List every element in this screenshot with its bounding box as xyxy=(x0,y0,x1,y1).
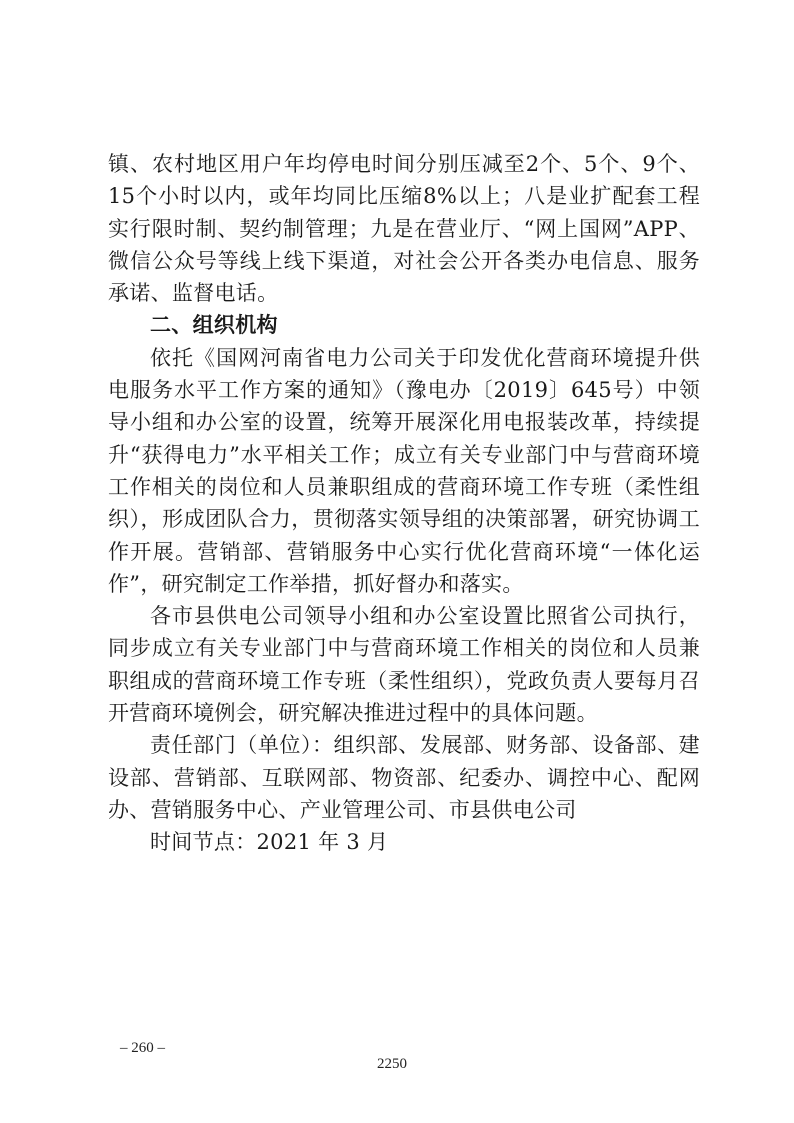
paragraph-organization: 依托《国网河南省电力公司关于印发优化营商环境提升供电服务水平工作方案的通知》（豫电办〔2019〕645号）中领导小组和办公室的设置，统筹开展深化用电报装改革，持续提升“获得电力”水平相关工作；成立有关专业部门中与营商环境工作相关的岗位和人员兼职组成的营商环境工作专班（柔性组织），形成团队合力，贯彻落实领导组的决策部署，研究协调工作开展。营销部、营销服务中心实行优化营商环境“一体化运作”，研究制定工作举措，抓好督办和落实。 xyxy=(108,345,700,596)
paragraph-continuation: 镇、农村地区用户年均停电时间分别压减至2个、5个、9个、15个小时以内，或年均同比压缩8%以上；八是业扩配套工程实行限时制、契约制管理；九是在营业厅、“网上国网”APP、微信公众号等线上线下渠道，对社会公开各类办电信息、服务承诺、监督电话。 xyxy=(108,152,700,306)
paragraph-time-node: 时间节点：2021 年 3 月 xyxy=(150,830,389,855)
document-number: 2250 xyxy=(377,1056,407,1072)
paragraph-responsible-departments: 责任部门（单位）：组织部、发展部、财务部、设备部、建设部、营销部、互联网部、物资部、纪委办、调控中心、配网办、营销服务中心、产业管理公司、市县供电公司 xyxy=(108,733,700,822)
page-number: – 260 – xyxy=(120,1040,165,1056)
document-body xyxy=(108,148,700,859)
paragraph-county-companies: 各市县供电公司领导小组和办公室设置比照省公司执行，同步成立有关专业部门中与营商环境工作相关的岗位和人员兼职组成的营商环境工作专班（柔性组织），党政负责人要每月召开营商环境例会，研究解决推进过程中的具体问题。 xyxy=(108,604,700,726)
section-heading-organization: 二、组织机构 xyxy=(150,313,278,338)
